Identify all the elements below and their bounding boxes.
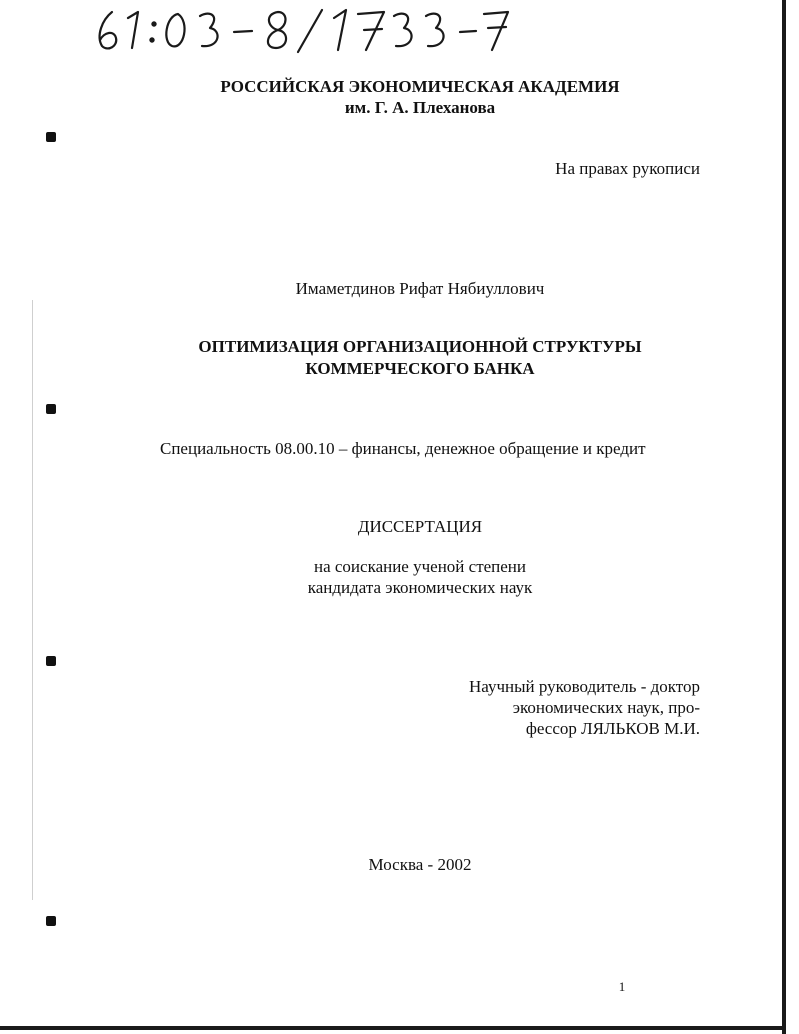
supervisor-block	[400, 676, 700, 739]
binder-hole-mark	[46, 916, 56, 926]
title-line-1: ОПТИМИЗАЦИЯ ОРГАНИЗАЦИОННОЙ СТРУКТУРЫ	[198, 337, 642, 356]
binder-hole-mark	[46, 404, 56, 414]
organization-name: им. Г. А. Плеханова	[344, 98, 496, 117]
manuscript-note: На правах рукописи	[555, 159, 700, 178]
degree-line-2: кандидата экономических наук	[307, 578, 533, 597]
page-number: 1	[618, 979, 626, 994]
organization-title: РОССИЙСКАЯ ЭКОНОМИЧЕСКАЯ АКАДЕМИЯ	[220, 77, 620, 96]
degree-statement	[120, 556, 720, 598]
supervisor-line-2: экономических наук, про-	[512, 698, 700, 717]
title-line-2: КОММЕРЧЕСКОГО БАНКА	[305, 359, 535, 378]
scan-edge-bottom	[0, 1026, 786, 1030]
document-type: ДИССЕРТАЦИЯ	[357, 517, 483, 536]
specialty-line: Специальность 08.00.10 – финансы, денежное обращение и кредит	[160, 439, 646, 458]
supervisor-line-1: Научный руководитель - доктор	[469, 677, 700, 696]
city-year: Москва - 2002	[368, 855, 472, 874]
dissertation-title	[120, 336, 720, 380]
scan-edge-left	[32, 300, 33, 900]
binder-hole-mark	[46, 132, 56, 142]
organization-header	[120, 76, 720, 118]
author-name: Имаметдинов Рифат Нябиуллович	[295, 279, 545, 298]
binder-hole-mark	[46, 656, 56, 666]
degree-line-1: на соискание ученой степени	[313, 557, 527, 576]
scan-edge-right	[782, 0, 786, 1034]
supervisor-line-3: фессор ЛЯЛЬКОВ М.И.	[525, 719, 700, 738]
handwritten-archive-number	[92, 2, 512, 54]
